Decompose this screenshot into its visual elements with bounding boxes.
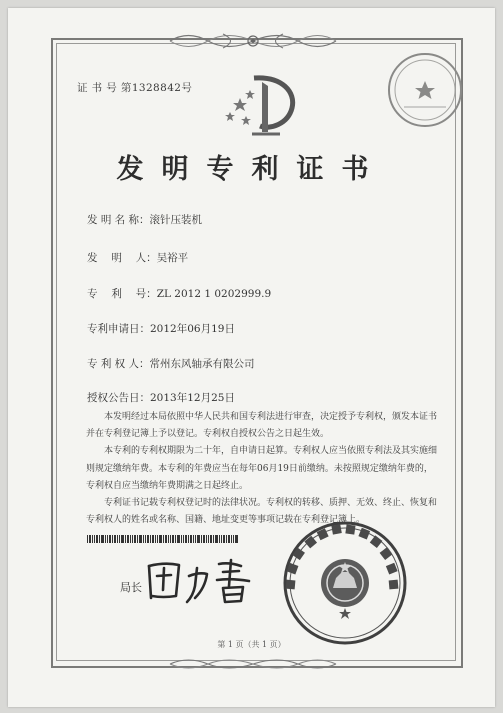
body-paragraph: 专利证书记载专利权登记时的法律状况。专利权的转移、质押、无效、终止、恢复和专利权人的姓名或名称、国籍、地址变更等事项记载在专利登记簿上。 xyxy=(86,498,438,526)
field-value: 吴裕平 xyxy=(156,252,189,264)
field-label: 发 明 名 称： xyxy=(87,214,150,226)
field-label: 专 利 号： xyxy=(87,288,157,300)
field-inventor xyxy=(87,250,188,265)
field-label: 专利申请日： xyxy=(87,323,150,335)
field-invention-name xyxy=(87,212,202,227)
field-label: 发 明 人： xyxy=(87,252,157,264)
director-signature xyxy=(145,556,265,608)
page-number: 第 1 页（共 1 页） xyxy=(217,640,286,649)
barcode xyxy=(87,535,239,543)
field-value: 2012年06月19日 xyxy=(150,323,235,335)
body-paragraph: 本发明经过本局依照中华人民共和国专利法进行审查，决定授予专利权，颁发本证书并在专利登记簿上予以登记。专利权自授权公告之日起生效。 xyxy=(86,412,438,440)
field-value: ZL 2012 1 0202999.9 xyxy=(156,288,272,300)
certificate-number: 证 书 号 第1328842号 xyxy=(77,82,193,94)
field-value: 常州东风轴承有限公司 xyxy=(149,358,255,370)
certificate-body xyxy=(86,409,440,529)
field-patentee xyxy=(87,356,255,371)
field-patent-number xyxy=(87,286,271,301)
top-ornament xyxy=(168,30,338,52)
top-seal-icon xyxy=(386,51,464,129)
patent-office-emblem-icon xyxy=(224,72,302,140)
field-label: 专 利 权 人： xyxy=(87,358,150,370)
field-application-date xyxy=(87,321,235,336)
national-seal-icon xyxy=(282,520,408,646)
field-value: 2013年12月25日 xyxy=(150,392,235,404)
body-paragraph: 本专利的专利权期限为二十年，自申请日起算。专利权人应当依照专利法及其实施细则规定缴纳年费。本专利的年费应当在每年06月19日前缴纳。未按照规定缴纳年费的，专利权自应当缴纳年费期满之日起终止。 xyxy=(86,446,438,491)
bottom-ornament xyxy=(168,656,338,672)
field-grant-date xyxy=(87,390,235,405)
field-value: 滚针压装机 xyxy=(149,214,203,226)
director-label: 局长 xyxy=(120,581,142,594)
field-label: 授权公告日： xyxy=(87,392,150,404)
page-title: 发明专利证书 xyxy=(116,154,387,185)
